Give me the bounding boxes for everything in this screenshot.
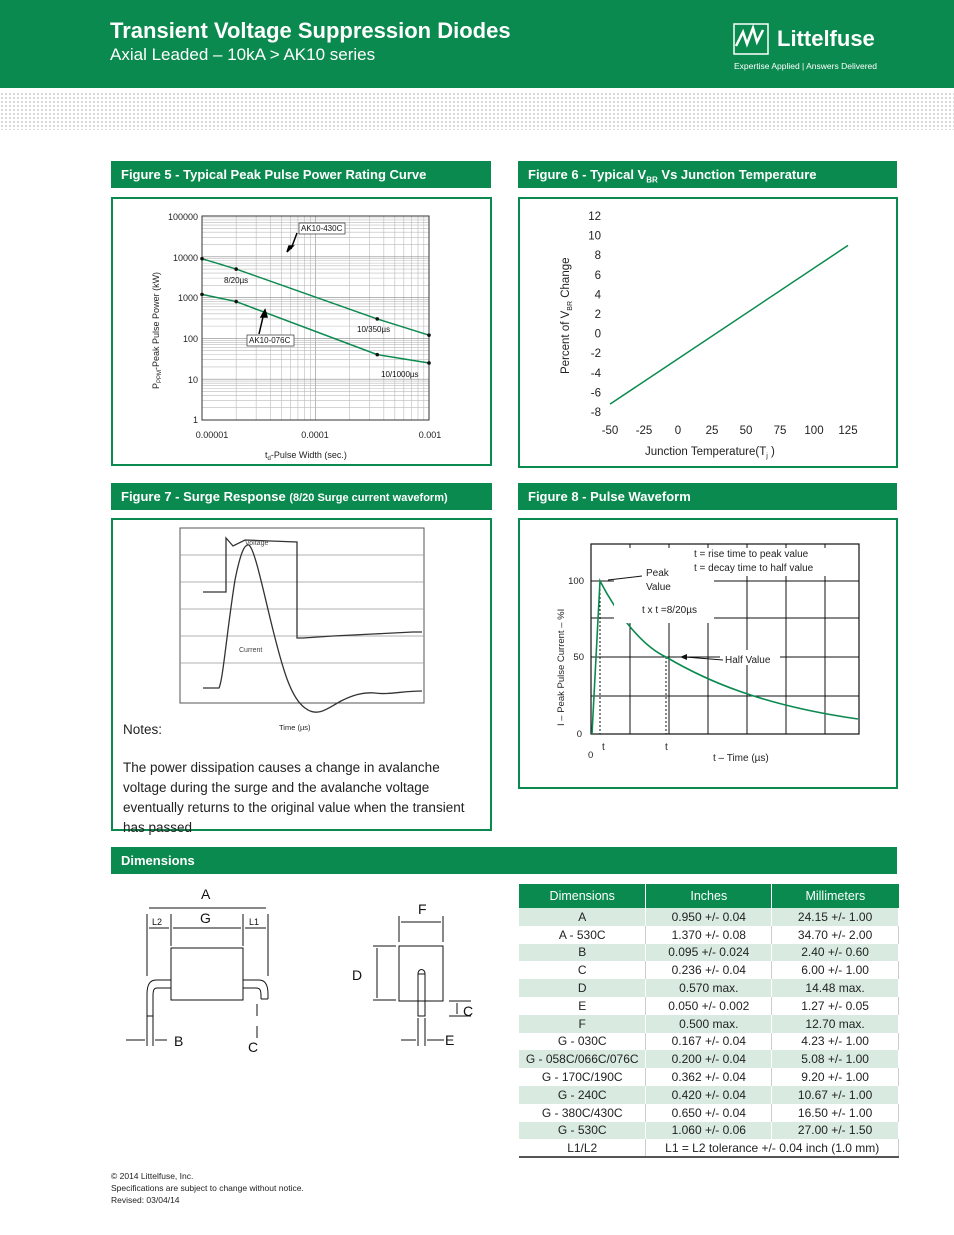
fig6-ytick: 6	[594, 269, 601, 282]
footer-copyright: © 2014 Littelfuse, Inc.	[111, 1171, 194, 1181]
fig8-ytick: 0	[576, 729, 582, 740]
diode-body-side	[171, 948, 243, 1000]
dim-label-c: C	[248, 1039, 259, 1055]
table-cell: C	[519, 961, 646, 979]
dim-label-a: A	[201, 886, 211, 902]
fig8-peak-label: Peak	[646, 568, 669, 579]
table-cell: A - 530C	[519, 926, 646, 944]
fig6-xtick: 50	[739, 425, 753, 437]
table-cell: A	[519, 908, 646, 926]
table-row	[519, 1122, 899, 1140]
fig6-ytick: 12	[588, 211, 601, 223]
table-cell: 0.420 +/- 0.04	[646, 1086, 772, 1104]
fig7-voltage-line	[203, 538, 422, 638]
fig8-half-arrow-head	[680, 654, 687, 660]
fig5-data-point	[200, 293, 204, 297]
brand-tagline: Expertise Applied | Answers Delivered	[734, 61, 878, 71]
table-cell: D	[519, 979, 646, 997]
table-cell: G - 030C	[519, 1033, 646, 1051]
page-header	[0, 0, 954, 88]
table-cell: G - 530C	[519, 1122, 646, 1140]
dim-label-d: D	[352, 967, 363, 983]
fig6-ytick: 8	[594, 250, 601, 263]
littelfuse-mark-icon	[733, 22, 771, 56]
fig6-xtick: 75	[773, 425, 787, 437]
fig6-ytick: -4	[590, 367, 601, 380]
table-row	[519, 908, 899, 926]
fig5-xlabel: $t_d$-Pulse Width (sec.)	[265, 450, 347, 462]
table-cell: E	[519, 997, 646, 1015]
fig7-heading: Figure 7 - Surge Response (8/20 Surge current waveform)	[111, 483, 492, 510]
fig8-panel	[518, 518, 898, 789]
table-row	[519, 1050, 899, 1068]
table-cell: 4.23 +/- 1.00	[772, 1033, 899, 1051]
fig5-label-820: 8/20µs	[224, 276, 249, 285]
fig8-ytick: 100	[568, 576, 584, 587]
table-cell: 12.70 max.	[772, 1015, 899, 1033]
fig8-td-label: t	[665, 742, 668, 753]
notes-text: The power dissipation causes a change in avalanche voltage during the surge and the avalanche voltage eventually returns to the original value when the transient has passed	[123, 760, 465, 835]
fig6-heading: Figure 6 - Typical $V_{BR}$ Vs Junction Temperature	[518, 161, 897, 188]
table-cell: 0.570 max.	[646, 979, 772, 997]
table-row	[519, 979, 899, 997]
dim-label-g: G	[200, 910, 211, 926]
table-cell: 0.500 max.	[646, 1015, 772, 1033]
table-cell: 2.40 +/- 0.60	[772, 944, 899, 962]
table-cell: F	[519, 1015, 646, 1033]
table-cell: 1.060 +/- 0.06	[646, 1122, 772, 1140]
fig5-xtick: 0.00001	[195, 430, 229, 440]
fig6-xtick: -25	[635, 425, 653, 437]
table-cell: 10.67 +/- 1.00	[772, 1086, 899, 1104]
dimension-drawing	[111, 876, 511, 1066]
fig6-series-line	[610, 245, 848, 404]
table-cell: 0.236 +/- 0.04	[646, 961, 772, 979]
fig7-current-label: Current	[239, 647, 263, 654]
fig5-label-ak076: AK10-076C	[249, 336, 291, 345]
table-header: Dimensions	[519, 884, 646, 908]
table-cell: L1/L2	[519, 1139, 646, 1157]
footer-revised: Revised: 03/04/14	[111, 1195, 180, 1205]
brand-name: Littelfuse	[777, 26, 875, 51]
table-row	[519, 1139, 899, 1157]
table-cell: 9.20 +/- 1.00	[772, 1068, 899, 1086]
fig5-data-point	[234, 300, 238, 304]
fig8-heading: Figure 8 - Pulse Waveform	[518, 483, 897, 510]
fig5-ytick: 100000	[167, 212, 198, 222]
fig5-arrow	[259, 317, 263, 334]
dim-label-b: B	[174, 1033, 184, 1049]
table-cell: 24.15 +/- 1.00	[772, 908, 899, 926]
fig6-xtick: -50	[601, 425, 619, 437]
fig6-xtick: 0	[674, 425, 682, 437]
fig8-value-label: Value	[646, 582, 671, 593]
table-cell: 0.362 +/- 0.04	[646, 1068, 772, 1086]
fig5-ylabel: $P_{PPM}$-Peak Pulse Power (kW)	[151, 271, 163, 389]
table-cell: 1.27 +/- 0.05	[772, 997, 899, 1015]
fig5-data-point	[375, 353, 379, 357]
fig6-xlabel: Junction $Temperature(T_j$ )	[645, 446, 775, 460]
fig5-label-ak430: AK10-430C	[301, 224, 343, 233]
fig6-ytick: 10	[588, 230, 601, 243]
table-row	[519, 1033, 899, 1051]
fig8-xlabel: t – Time (µs)	[713, 753, 769, 764]
table-row	[519, 926, 899, 944]
table-cell: G - 170C/190C	[519, 1068, 646, 1086]
fig5-data-point	[200, 257, 204, 261]
fig6-ytick: 0	[594, 328, 601, 341]
fig7-voltage-label: Voltage	[245, 540, 269, 547]
page-title: Transient Voltage Suppression Diodes	[110, 18, 511, 43]
fig6-panel	[518, 197, 898, 468]
fig8-legend-tr: t = rise time to peak value	[694, 549, 809, 560]
table-cell: G - 058C/066C/076C	[519, 1050, 646, 1068]
fig6-ytick: -8	[590, 407, 601, 419]
table-cell: 0.200 +/- 0.04	[646, 1050, 772, 1068]
table-cell: 34.70 +/- 2.00	[772, 926, 899, 944]
table-header: Millimeters	[772, 884, 899, 908]
fig5-data-point	[234, 267, 238, 271]
table-row	[519, 961, 899, 979]
table-cell: 5.08 +/- 1.00	[772, 1050, 899, 1068]
fig8-trtd-label: t x t =8/20µs	[642, 605, 697, 616]
fig7-current-line	[203, 545, 422, 712]
fig5-ytick: 1000	[177, 293, 198, 303]
table-cell: B	[519, 944, 646, 962]
dim-label-l1: L1	[249, 917, 260, 927]
table-row	[519, 944, 899, 962]
table-header: Inches	[646, 884, 772, 908]
notes-title: Notes:	[123, 722, 163, 737]
fig5-data-point	[375, 317, 379, 321]
table-row	[519, 1015, 899, 1033]
fig5-data-point	[427, 333, 431, 337]
dim-label-l2: L2	[152, 917, 163, 927]
fig6-ytick: -6	[590, 387, 601, 400]
fig5-label-101000: 10/1000µs	[381, 370, 419, 379]
fig6-xtick: 25	[705, 425, 719, 437]
dim-label-e: E	[445, 1032, 455, 1048]
fig5-ytick: 10	[187, 375, 198, 385]
fig8-half-label: Half Value	[725, 655, 771, 666]
table-cell: L1 = L2 tolerance +/- 0.04 inch (1.0 mm)	[646, 1139, 899, 1157]
table-cell: 0.095 +/- 0.024	[646, 944, 772, 962]
fig6-ylabel: Percent of $V_{BR}$ Change	[560, 257, 574, 374]
littelfuse-logo	[733, 22, 893, 72]
page-footer	[111, 1170, 304, 1206]
fig5-ytick: 1	[192, 415, 198, 425]
fig5-data-point	[427, 361, 431, 365]
table-row	[519, 1086, 899, 1104]
footer-notice: Specifications are subject to change without notice.	[111, 1183, 304, 1193]
fig5-arrow-head	[287, 246, 293, 252]
fig5-xtick: 0.0001	[301, 430, 329, 440]
table-cell: 0.950 +/- 0.04	[646, 908, 772, 926]
fig6-ytick: 4	[594, 289, 601, 302]
table-cell: 0.167 +/- 0.04	[646, 1033, 772, 1051]
fig7-notes	[123, 720, 483, 838]
dimensions-table	[519, 884, 899, 1158]
dim-label-c2: C	[463, 1003, 474, 1019]
table-cell: 14.48 max.	[772, 979, 899, 997]
table-cell: 27.00 +/- 1.50	[772, 1122, 899, 1140]
fig7-xlabel: Time (µs)	[279, 723, 311, 732]
table-cell: 1.370 +/- 0.08	[646, 926, 772, 944]
fig6-xtick: 125	[838, 425, 858, 437]
fig8-chart	[520, 520, 896, 787]
fig8-tr-label: t	[602, 742, 605, 753]
dim-label-f: F	[418, 901, 427, 917]
table-cell: 16.50 +/- 1.00	[772, 1104, 899, 1122]
fig8-legend-td: t = decay time to half value	[694, 563, 814, 574]
fig5-panel	[111, 197, 492, 466]
fig8-ylabel: I – Peak Pulse Current – %I	[556, 608, 567, 726]
page-subtitle: Axial Leaded – 10kA > AK10 series	[110, 45, 376, 64]
fig5-xtick: 0.001	[418, 430, 442, 440]
fig5-ytick: 10000	[172, 253, 198, 263]
dot-pattern-band	[0, 92, 954, 130]
table-cell: 6.00 +/- 1.00	[772, 961, 899, 979]
fig8-ytick: 50	[573, 652, 584, 663]
fig8-x-zero: 0	[588, 750, 594, 761]
fig6-ytick: -2	[590, 348, 601, 361]
fig6-xtick: 100	[804, 425, 824, 437]
table-cell: G - 240C	[519, 1086, 646, 1104]
table-cell: 0.050 +/- 0.002	[646, 997, 772, 1015]
fig5-heading: Figure 5 - Typical Peak Pulse Power Rating Curve	[111, 161, 491, 188]
dimensions-heading: Dimensions	[111, 847, 897, 874]
table-row	[519, 997, 899, 1015]
fig5-ytick: 100	[182, 334, 198, 344]
fig6-ytick: 2	[594, 309, 601, 321]
table-cell: 0.650 +/- 0.04	[646, 1104, 772, 1122]
fig6-chart	[520, 199, 896, 466]
table-cell: G - 380C/430C	[519, 1104, 646, 1122]
table-row	[519, 1068, 899, 1086]
fig5-chart	[113, 199, 490, 464]
table-row	[519, 1104, 899, 1122]
fig5-label-10350: 10/350µs	[357, 325, 391, 334]
